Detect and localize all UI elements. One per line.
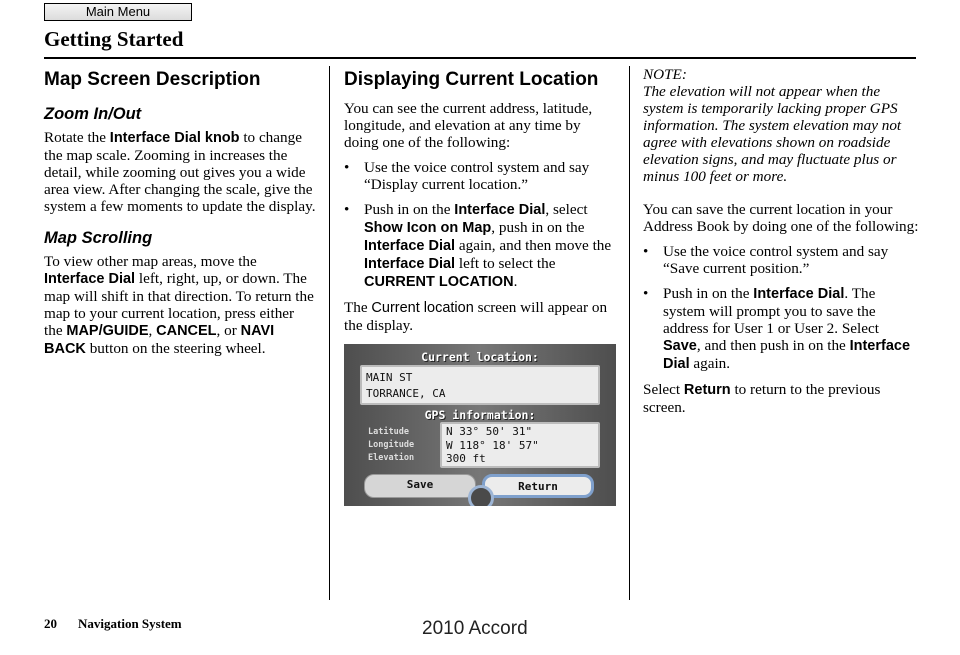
- scroll-paragraph: To view other map areas, move the Interface Dial left, right, up, or down. The map will shift in that direction. To return the map to your current location, press either the MAP/GUIDE, CANCEL, or NAVI BACK button on the steering wheel.: [44, 253, 314, 357]
- note-text: The elevation will not appear when the system is temporarily lacking proper GPS information. The system elevation may not agree with elevations shown on roadside elevation signs, and may fluctuate plus or minus 100 feet or more.: [643, 83, 902, 185]
- bullet-icon: •: [344, 201, 350, 218]
- save-button[interactable]: Save: [364, 474, 476, 498]
- interface-dial-knob-term: Interface Dial knob: [109, 130, 240, 146]
- longitude-value: W 118° 18' 57": [446, 438, 539, 452]
- section-heading-current-location: Displaying Current Location: [344, 69, 599, 90]
- current-location-screenshot: [344, 344, 616, 506]
- subheading-scrolling: Map Scrolling: [44, 229, 153, 247]
- intro-paragraph: You can see the current address, latitude, longitude, and elevation at any time by doing one of the following:: [344, 100, 593, 151]
- title-divider: [44, 57, 916, 59]
- bullet-icon: •: [344, 159, 350, 176]
- interface-dial-icon: [468, 485, 494, 506]
- subheading-zoom: Zoom In/Out: [44, 105, 142, 123]
- address-line-2: TORRANCE, CA: [366, 387, 446, 400]
- column-current-location: [344, 66, 616, 506]
- gps-title: GPS information:: [424, 408, 536, 422]
- column-map-screen: [44, 66, 316, 366]
- note-block: [643, 66, 919, 185]
- after-paragraph: The Current location screen will appear on the display.: [344, 299, 608, 334]
- address-box: [360, 365, 600, 405]
- column-notes: [643, 66, 919, 424]
- bullet-icon: •: [643, 285, 649, 302]
- final-paragraph: Select Return to return to the previous screen.: [643, 381, 881, 416]
- bullet-icon: •: [643, 243, 649, 260]
- longitude-label: Longitude: [368, 440, 415, 450]
- footer-model: 2010 Accord: [422, 618, 528, 639]
- address-line-1: MAIN ST: [366, 371, 413, 384]
- page-number: 20: [44, 616, 57, 631]
- latitude-value: N 33° 50' 31": [446, 425, 533, 438]
- column-divider-2: [629, 66, 630, 600]
- note-label: NOTE:: [643, 66, 687, 83]
- footer-section-name: Navigation System: [78, 616, 182, 631]
- elevation-label: Elevation: [368, 453, 415, 463]
- list-item: • Push in on the Interface Dial, select Show Icon on Map, push in on the Interface Dial again, and then move the Interface Dial left to select the CURRENT LOCATION.: [344, 201, 612, 290]
- list-item: • Push in on the Interface Dial. The system will prompt you to save the address for User 1 or User 2. Select Save, and then push in on the Interface Dial again.: [643, 285, 911, 372]
- list-item: • Use the voice control system and say “Display current location.”: [344, 159, 590, 193]
- latitude-label: Latitude: [368, 427, 409, 437]
- gps-values-box: [440, 422, 600, 468]
- page-title: Getting Started: [44, 27, 184, 51]
- main-menu-button[interactable]: Main Menu: [44, 3, 192, 21]
- column-divider-1: [329, 66, 330, 600]
- return-button[interactable]: Return: [482, 474, 594, 498]
- zoom-paragraph: Rotate the Interface Dial knob to change the map scale. Zooming in increases the detail, while zooming out gives you a wide area view. After changing the scale, give the system a few moments to update the display.: [44, 129, 316, 215]
- screen-title: Current location:: [421, 350, 539, 364]
- save-intro-paragraph: You can save the current location in your Address Book by doing one of the following:: [643, 201, 919, 235]
- list-item: • Use the voice control system and say “Save current position.”: [643, 243, 889, 277]
- section-heading-map-screen: Map Screen Description: [44, 69, 261, 90]
- elevation-value: 300 ft: [446, 452, 486, 465]
